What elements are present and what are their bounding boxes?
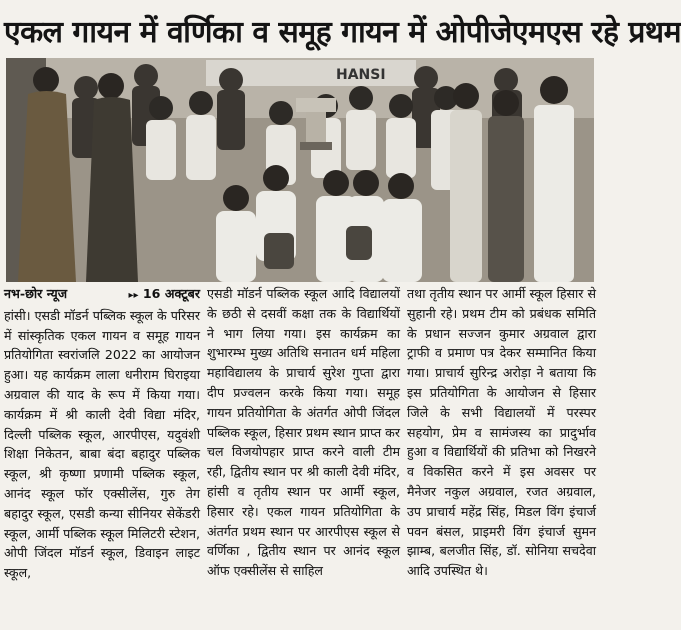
headline: एकल गायन में वर्णिका व समूह गायन में ओपीजेएमएस रहे प्रथम <box>4 15 681 50</box>
group-photo-illustration <box>6 58 594 282</box>
dateline <box>4 284 200 306</box>
article-text-col-2: एसडी मॉडर्न पब्लिक स्कूल आदि विद्यालयों के छठी से दसवीं कक्षा तक के विद्यार्थियों ने भाग लिया गया। इस कार्यक्रम का शुभारम्भ मुख्य अतिथि सनातन धर्म महिला महाविद्यालय के प्राचार्य सुरेश गुप्ता द्वारा दीप प्रज्वलन करके किया गया। समूह गायन प्रतियोगिता के अंतर्गत ओपी जिंदल पब्लिक स्कूल, हिसार प्रथम स्थान प्राप्त कर चल विजयोपहार प्राप्त करने वाली टीम रही, द्वितीय स्थान पर श्री काली देवी मंदिर, हांसी व तृतीय स्थान पर आर्मी स्कूल, हिसार रहे। एकल गायन प्रतियोगिता के अंतर्गत प्रथम स्थान पर आरपीएस स्कूल से वर्णिका , द्वितीय स्थान पर आनंद स्कूल ऑफ एक्सीलेंस से साहिल <box>207 286 400 579</box>
dateline-source: नभ-छोर न्यूज <box>4 286 68 301</box>
article-text-col-3: तथा तृतीय स्थान पर आर्मी स्कूल हिसार से सुहानी रहे। प्रथम टीम को प्रबंधक समिति के प्रधान सज्जन कुमार अग्रवाल द्वारा ट्राफी व प्रमाण पत्र देकर सम्मानित किया गया। प्राचार्य सुरिन्द्र अरोड़ा ने बताया कि इस प्रतियोगिता के आयोजन से हिसार जिले के सभी विद्यालयों में परस्पर सहयोग, प्रेम व सामंजस्य का प्रादुर्भाव हुआ व विद्यार्थियों की प्रतिभा को निखरने व विकसित करने में इस अवसर पर मैनेजर नकुल अग्रवाल, रजत अग्रवाल, उप प्राचार्य महेंद्र सिंह, मिडल विंग इंचार्ज पवन बंसल, प्राइमरी विंग इंचार्ज सुमन झाम्ब, बलजीत सिंह, डॉ. सोनिया सचदेवा आदि उपस्थित थे। <box>407 286 596 579</box>
article-column-1 <box>4 284 200 583</box>
article-text-col-1: हांसी। एसडी मॉडर्न पब्लिक स्कूल के परिसर में सांस्कृतिक एकल गायन व समूह गायन प्रतियोगिता स्वरांजलि 2022 का आयोजन हुआ। यह कार्यक्रम लाला धनीराम घिराइया अग्रवाल की याद के रूप में किया गया। कार्यक्रम में श्री काली देवी विद्या मंदिर, दिल्ली पब्लिक स्कूल, आरपीएस, यदुवंशी शिक्षा निकेतन, बाबा बंदा बहादुर पब्लिक स्कूल, श्री कृष्णा प्रणामी पब्लिक स्कूल, आनंद स्कूल फॉर एक्सीलेंस, गुरु तेग बहादुर स्कूल, एसडी कन्या सीनियर सेकेंडरी स्कूल, आर्मी पब्लिक स्कूल मिलिटरी स्टेशन, ओपी जिंदल मॉडर्न स्कूल, डिवाइन लाइट स्कूल, <box>4 307 200 581</box>
article-column-3 <box>407 284 596 581</box>
dateline-date: 16 अक्टूबर <box>142 286 200 301</box>
banner-text: HANSI <box>336 67 386 83</box>
news-photo <box>6 58 594 282</box>
article-column-2 <box>207 284 400 581</box>
double-arrow-icon: ▸▸ <box>128 290 139 301</box>
